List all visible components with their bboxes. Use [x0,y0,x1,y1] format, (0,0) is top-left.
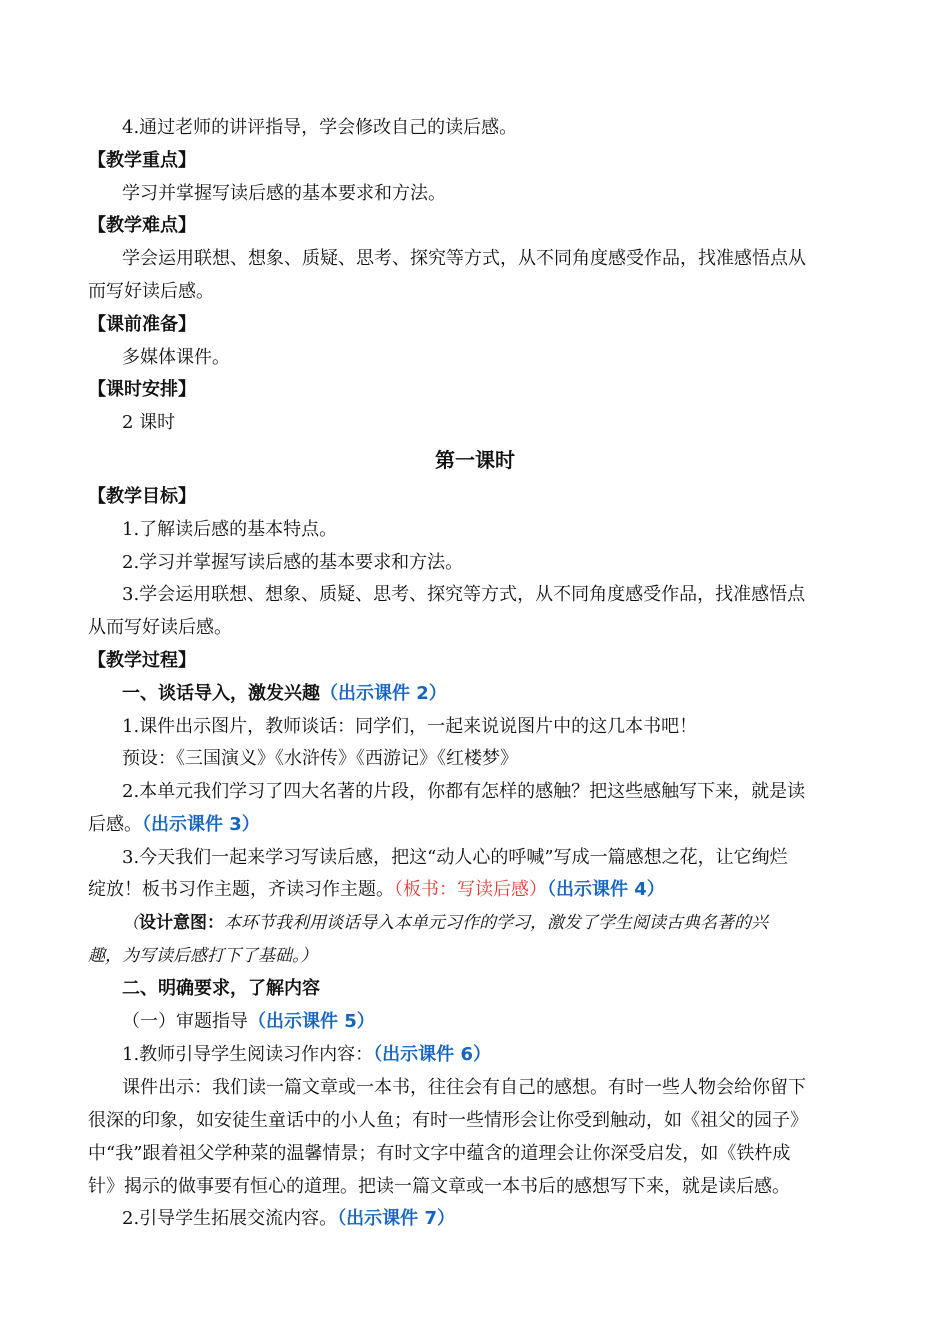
paragraph: 很深的印象，如安徒生童话中的小人鱼；有时一些情形会让你受到触动，如《祖父的园子》 [88,1110,808,1131]
step-1-heading [122,682,447,706]
heading-preparation: 【课前准备】 [88,314,196,335]
heading-difficulties: 【教学难点】 [88,215,196,236]
board-note: （板书：写读后感） [394,879,547,900]
text: 1.教师引导学生阅读习作内容： [122,1044,374,1065]
heading-objectives: 【教学目标】 [88,486,196,507]
paragraph [88,878,665,902]
text: 后感。 [88,814,142,835]
preparation-text: 多媒体课件。 [122,347,230,368]
heading-key-points: 【教学重点】 [88,150,196,171]
objective-2: 2.学习并掌握写读后感的基本要求和方法。 [122,552,464,573]
section-title: 第一课时 [435,448,515,472]
slide-ref: （出示课件 2） [320,683,447,704]
slide-ref: （出示课件 6） [373,1044,491,1065]
paragraph: 3.今天我们一起来学习写读后感，把这“动人心的呼喊”写成一篇感想之花，让它绚烂 [122,847,788,868]
objective-3a: 3.学会运用联想、想象、质疑、思考、探究等方式，从不同角度感受作品，找准感悟点 [122,584,806,605]
text: （ [122,913,139,933]
text: 2.引导学生拓展交流内容。 [122,1208,338,1229]
paragraph: 1.课件出示图片，教师谈话：同学们，一起来说说图片中的这几本书吧！ [122,716,698,737]
heading-schedule: 【课时安排】 [88,379,196,400]
objective-4: 4.通过老师的讲评指导，学会修改自己的读后感。 [122,117,518,138]
paragraph: 预设：《三国演义》《水浒传》《西游记》《红楼梦》 [122,748,518,769]
slide-ref: （出示课件 5） [248,1011,375,1032]
paragraph [122,1043,491,1067]
key-points-text: 学习并掌握写读后感的基本要求和方法。 [122,183,446,204]
step-2-title: 二、明确要求，了解内容 [122,978,320,999]
paragraph [122,1207,455,1231]
design-intent [122,911,768,935]
design-intent-label: 设计意图： [139,913,224,933]
schedule-text: 2 课时 [122,412,176,433]
text: 本环节我利用谈话导入本单元习作的学习，激发了学生阅读古典名著的兴 [224,913,768,933]
slide-ref: （出示课件 7） [337,1208,455,1229]
step-1-title: 一、谈话导入，激发兴趣 [122,683,320,704]
heading-process: 【教学过程】 [88,650,196,671]
paragraph: 中“我”跟着祖父学种菜的温馨情景；有时文字中蕴含的道理会让你深受启发，如《铁杵成 [88,1143,791,1164]
paragraph: 针》揭示的做事要有恒心的道理。把读一篇文章或一本书后的感想写下来，就是读后感。 [88,1176,790,1197]
paragraph: 2.本单元我们学习了四大名著的片段，你都有怎样的感触？把这些感触写下来，就是读 [122,781,806,802]
text: （一）审题指导 [122,1011,248,1032]
difficulties-text-2: 而写好读后感。 [88,281,214,302]
slide-ref: （出示课件 4） [547,879,665,900]
difficulties-text-1: 学会运用联想、想象、质疑、思考、探究等方式，从不同角度感受作品，找准感悟点从 [122,248,806,269]
paragraph: 课件出示：我们读一篇文章或一本书，往往会有自己的感想。有时一些人物会给你留下 [122,1077,806,1098]
objective-1: 1.了解读后感的基本特点。 [122,519,338,540]
design-intent-cont: 趣，为写读后感打下了基础。） [88,946,318,966]
slide-ref: （出示课件 3） [142,814,260,835]
objective-3b: 从而写好读后感。 [88,617,232,638]
subsection [122,1010,375,1034]
paragraph [88,813,260,837]
text: 绽放！板书习作主题，齐读习作主题。 [88,879,394,900]
